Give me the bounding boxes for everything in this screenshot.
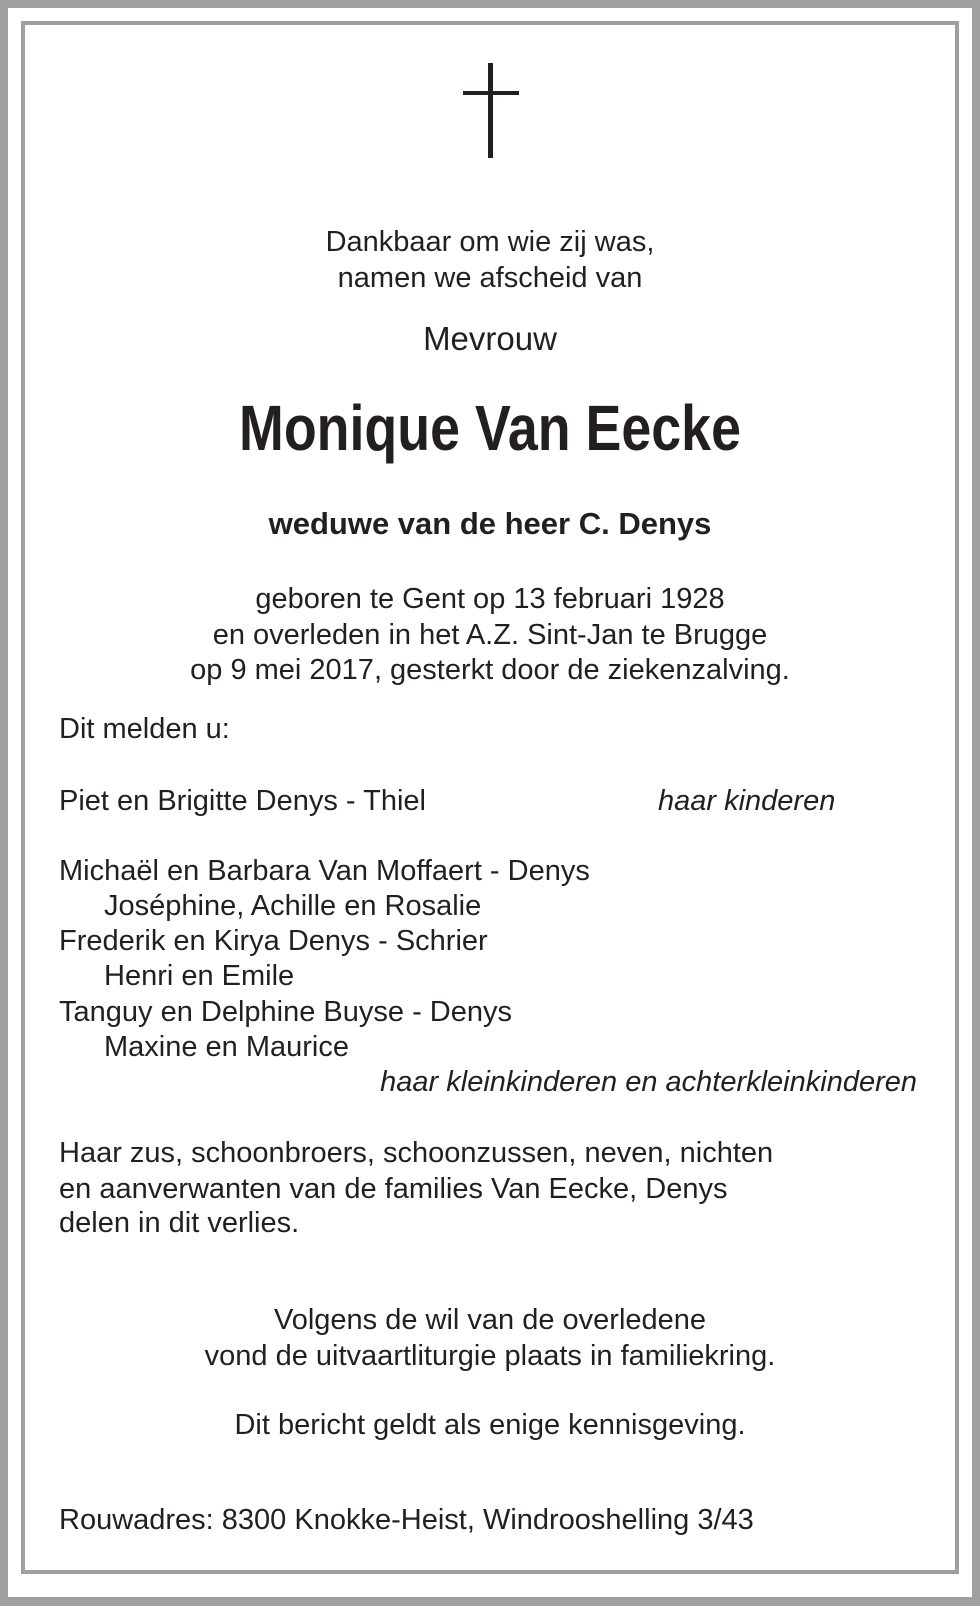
- grandchild-line: Joséphine, Achille en Rosalie: [104, 890, 482, 922]
- intro-line-1: Dankbaar om wie zij was,: [325, 226, 655, 258]
- grandchild-line: Tanguy en Delphine Buyse - Denys: [59, 996, 512, 1028]
- family-line-3: delen in dit verlies.: [59, 1207, 300, 1239]
- details-line-3: op 9 mei 2017, gesterkt door de ziekenzalving.: [190, 654, 790, 686]
- notice: Dit bericht geldt als enige kennisgeving.: [234, 1409, 746, 1441]
- announce: Dit melden u:: [59, 713, 230, 745]
- ceremony-line-1: Volgens de wil van de overledene: [273, 1304, 707, 1336]
- children-names: Piet en Brigitte Denys - Thiel: [59, 785, 426, 817]
- intro-line-2: namen we afscheid van: [337, 262, 643, 294]
- grandchild-line: Henri en Emile: [104, 960, 295, 992]
- family-line-1: Haar zus, schoonbroers, schoonzussen, neven, nichten: [59, 1137, 774, 1169]
- grandchild-line: Maxine en Maurice: [104, 1031, 349, 1063]
- ceremony-line-2: vond de uitvaartliturgie plaats in familiekring.: [204, 1340, 776, 1372]
- children-role: haar kinderen: [658, 785, 836, 817]
- grandchild-line: Michaël en Barbara Van Moffaert - Denys: [59, 855, 590, 887]
- deceased-name: Monique Van Eecke: [239, 392, 741, 464]
- grandchild-line: Frederik en Kirya Denys - Schrier: [59, 925, 488, 957]
- details-line-2: en overleden in het A.Z. Sint-Jan te Brugge: [212, 619, 768, 651]
- details-line-1: geboren te Gent op 13 februari 1928: [255, 583, 725, 615]
- family-line-2: en aanverwanten van de families Van Eecke, Denys: [59, 1173, 728, 1205]
- grandchildren-role: haar kleinkinderen en achterkleinkinderen: [380, 1066, 917, 1098]
- address: Rouwadres: 8300 Knokke-Heist, Windrooshelling 3/43: [59, 1504, 754, 1536]
- salutation: Mevrouw: [423, 320, 557, 357]
- subtitle: weduwe van de heer C. Denys: [268, 506, 712, 541]
